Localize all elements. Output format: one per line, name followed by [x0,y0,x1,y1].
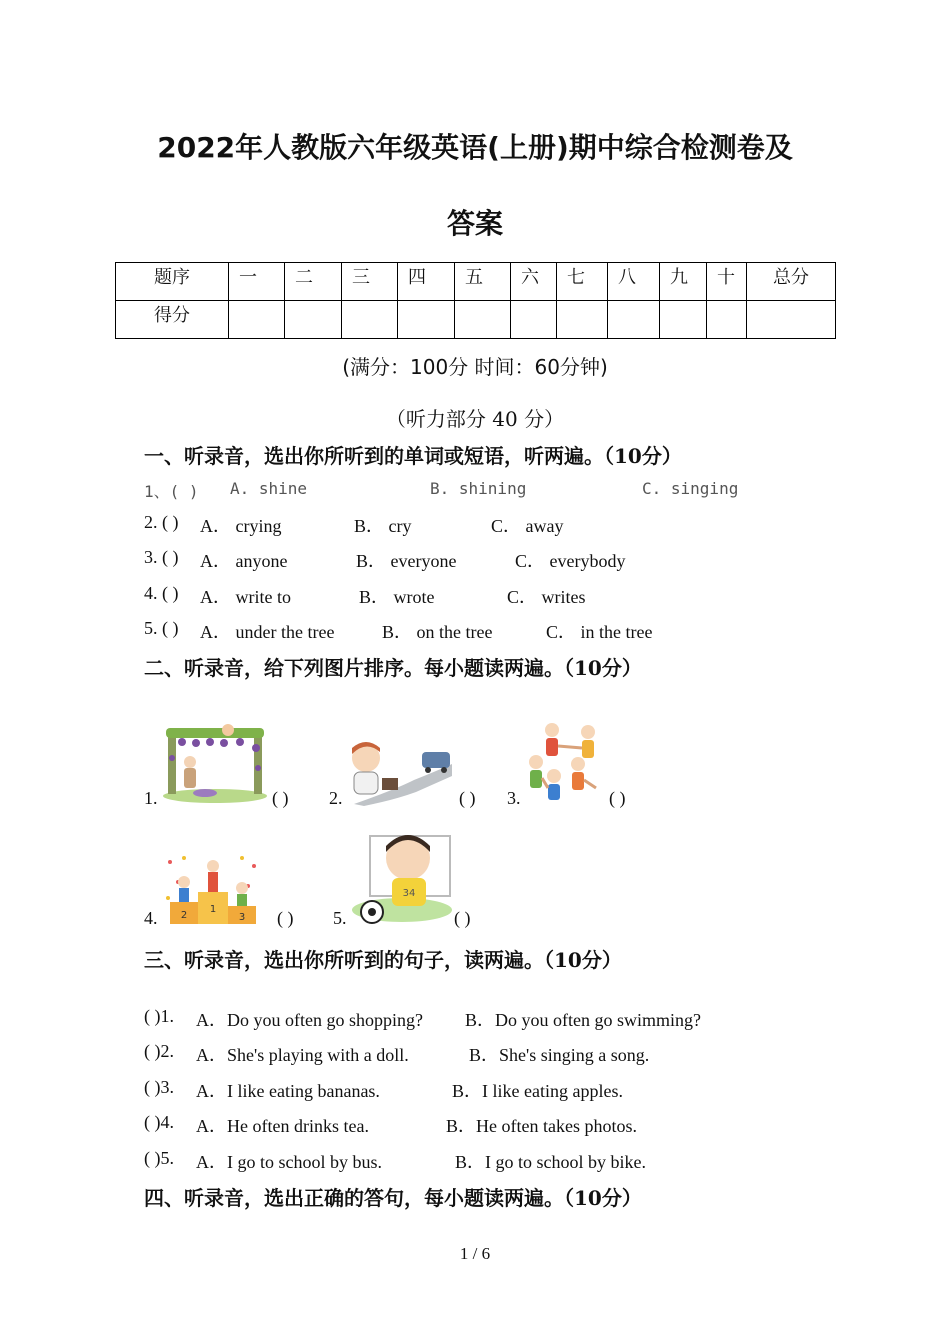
s3-q4-num: ( )4. [144,1112,174,1132]
s3-q5-num: ( )5. [144,1148,174,1168]
s1-q3-b: B． everyone [356,551,457,571]
s1-q4-num: 4. ( ) [144,583,179,603]
header-cell: 四 [398,263,455,301]
score-cell [342,301,398,339]
s3-q2-num: ( )2. [144,1041,174,1061]
score-cell [398,301,455,339]
header-cell: 五 [455,263,511,301]
s3-q3-num: ( )3. [144,1077,174,1097]
score-cell [660,301,707,339]
s1-q4-b: B． wrote [359,587,435,607]
listening-part-label: （听力部分 40 分） [385,407,565,431]
header-cell: 九 [660,263,707,301]
grape-arbor-picture [160,718,270,804]
s2-q5-blank[interactable]: ( ) [454,908,471,928]
s3-q5-b: B．I go to school by bike. [455,1152,646,1172]
s1-q5-a: A． under the tree [200,622,335,642]
s2-q3-blank[interactable]: ( ) [609,788,626,808]
s2-q1-blank[interactable]: ( ) [272,788,289,808]
s1-q3-num: 3. ( ) [144,547,179,567]
header-cell: 六 [511,263,557,301]
score-table [115,262,836,339]
s2-q2-blank[interactable]: ( ) [459,788,476,808]
score-table-header-row [116,263,836,301]
page-number: 1 / 6 [459,1244,491,1263]
s1-q3-a: A． anyone [200,551,288,571]
document-title-line2: 答案 [446,207,503,240]
podium-number-2: 2 [180,910,188,921]
s1-q1-c: C. singing [642,479,739,498]
s1-q4-c: C． writes [507,587,586,607]
score-cell [511,301,557,339]
s3-q1-a: A．Do you often go shopping? [196,1010,423,1030]
s1-q2-b: B． cry [354,516,412,536]
score-table-score-row [116,301,836,339]
s1-q2-num: 2. ( ) [144,512,179,532]
header-cell: 一 [229,263,285,301]
s1-q1-b: B. shining [430,479,527,498]
s2-q1-num: 1. [144,788,158,808]
s1-q2-c: C． away [491,516,564,536]
s3-q3-a: A．I like eating bananas. [196,1081,380,1101]
toy-car-picture [344,740,456,806]
children-dancing-picture [522,718,608,804]
section2-heading: 二、听录音，给下列图片排序。每小题读两遍。（10分） [144,656,642,680]
podium-number-3: 3 [238,912,246,923]
s1-q5-b: B． on the tree [382,622,493,642]
s1-q5-c: C． in the tree [546,622,653,642]
document-title-line1: 2022年人教版六年级英语(上册)期中综合检测卷及 [157,131,793,164]
header-cell: 十 [707,263,747,301]
s3-q4-b: B．He often takes photos. [446,1116,637,1136]
s3-q2-a: A．She's playing with a doll. [196,1045,409,1065]
header-cell: 二 [285,263,342,301]
score-cell [229,301,285,339]
s1-q3-c: C． everybody [515,551,626,571]
s1-q2-a: A． crying [200,516,282,536]
injured-footballer-picture [350,830,454,924]
score-row-label: 得分 [116,301,229,339]
score-cell [747,301,836,339]
s3-q1-num: ( )1. [144,1006,174,1026]
header-cell: 八 [608,263,660,301]
s3-q3-b: B．I like eating apples. [452,1081,623,1101]
s2-q4-blank[interactable]: ( ) [277,908,294,928]
score-cell [608,301,660,339]
section1-heading: 一、听录音，选出你所听到的单词或短语，听两遍。（10分） [144,444,682,468]
header-cell: 题序 [116,263,229,301]
podium-number-1: 1 [209,904,217,915]
s2-q4-num: 4. [144,908,158,928]
section3-heading: 三、听录音，选出你所听到的句子，读两遍。（10分） [144,948,622,972]
s3-q2-b: B．She's singing a song. [469,1045,650,1065]
s3-q4-a: A．He often drinks tea. [196,1116,369,1136]
s3-q5-a: A．I go to school by bus. [196,1152,382,1172]
s1-q5-num: 5. ( ) [144,618,179,638]
score-cell [285,301,342,339]
section4-heading: 四、听录音，选出正确的答句，每小题读两遍。（10分） [144,1186,642,1210]
header-cell: 三 [342,263,398,301]
score-cell [557,301,608,339]
s1-q1-num: 1、( ) [144,482,199,501]
exam-meta: (满分：100分 时间：60分钟) [342,355,608,379]
score-cell [707,301,747,339]
s1-q1-a: A. shine [230,479,308,498]
s2-q5-num: 5. [333,908,347,928]
podium-picture [164,852,262,924]
header-cell: 七 [557,263,608,301]
s2-q3-num: 3. [507,788,521,808]
header-cell: 总分 [747,263,836,301]
s3-q1-b: B．Do you often go swimming? [465,1010,701,1030]
s1-q4-a: A． write to [200,587,291,607]
score-cell [455,301,511,339]
shirt-number: 34 [402,888,416,899]
s2-q2-num: 2. [329,788,343,808]
